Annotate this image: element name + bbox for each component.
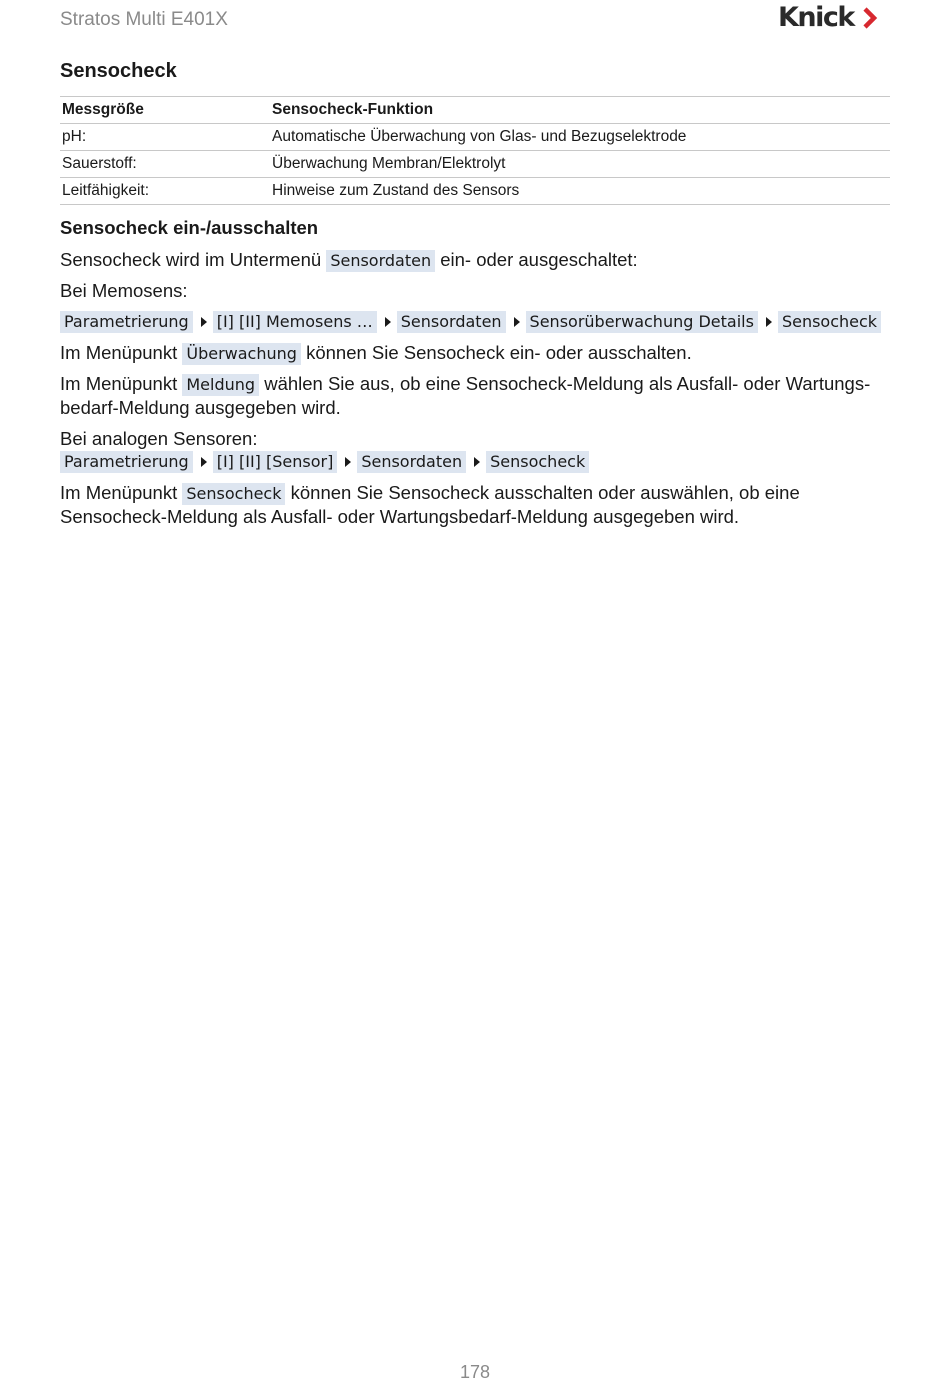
text: ein- oder ausgeschaltet: xyxy=(435,249,638,270)
table-row xyxy=(60,151,890,178)
table-cell: Hinweise zum Zustand des Sensors xyxy=(270,178,890,205)
table-header-row xyxy=(60,97,890,124)
text: Im Menüpunkt xyxy=(60,342,183,363)
text: Im Menüpunkt xyxy=(60,482,183,503)
table-cell: Überwachung Membran/Elektrolyt xyxy=(270,151,890,178)
path-arrow-icon xyxy=(201,457,207,467)
logo-text: Knick xyxy=(778,1,854,33)
menu-path-item: Sensordaten xyxy=(397,311,506,333)
table-cell: Automatische Überwachung von Glas- und Bezugselektrode xyxy=(270,124,890,151)
chevron-right-icon xyxy=(862,7,878,29)
table-cell: Sauerstoff: xyxy=(60,151,270,178)
analog-menu-path xyxy=(60,451,589,473)
document-header-title: Stratos Multi E401X xyxy=(60,9,228,30)
text: können Sie Sensocheck ausschalten oder auswählen, ob eine Sensocheck-Meldung als Ausfall- oder Wartungsbedarf-Meldung ausgegeben wird. xyxy=(60,482,800,527)
text: können Sie Sensocheck ein- oder ausschalten. xyxy=(300,342,692,363)
paragraph-monitoring xyxy=(60,341,895,365)
memosens-label: Bei Memosens: xyxy=(60,280,188,301)
path-arrow-icon xyxy=(385,317,391,327)
section-title: Sensocheck xyxy=(60,60,177,82)
text: Im Menüpunkt xyxy=(60,373,183,394)
analog-label: Bei analogen Sensoren: xyxy=(60,428,258,449)
text: wählen Sie aus, ob eine Sensocheck-Meldung als Ausfall- oder Wartungs-bedarf-Meldung ausgegeben wird. xyxy=(60,373,871,418)
table-cell: pH: xyxy=(60,124,270,151)
menu-path-item: Parametrierung xyxy=(60,311,193,333)
menu-path-item: [I] [II] [Sensor] xyxy=(213,451,338,473)
menu-reference: Sensordaten xyxy=(326,250,435,272)
text: Sensocheck wird im Untermenü xyxy=(60,249,327,270)
column-header: Sensocheck-Funktion xyxy=(270,97,890,124)
column-header: Messgröße xyxy=(60,97,270,124)
paragraph-analog xyxy=(60,481,895,528)
subsection-title: Sensocheck ein-/ausschalten xyxy=(60,217,319,238)
sensocheck-table xyxy=(60,96,890,205)
path-arrow-icon xyxy=(345,457,351,467)
table-row xyxy=(60,124,890,151)
table-row xyxy=(60,178,890,205)
path-arrow-icon xyxy=(201,317,207,327)
menu-reference: Überwachung xyxy=(182,343,301,365)
table-cell: Leitfähigkeit: xyxy=(60,178,270,205)
path-arrow-icon xyxy=(766,317,772,327)
memosens-menu-path xyxy=(60,311,881,333)
menu-path-item: Sensocheck xyxy=(486,451,589,473)
menu-reference: Sensocheck xyxy=(182,483,285,505)
menu-path-item: Sensordaten xyxy=(357,451,466,473)
menu-reference: Meldung xyxy=(182,374,259,396)
menu-path-item: Parametrierung xyxy=(60,451,193,473)
menu-path-item: [I] [II] Memosens … xyxy=(213,311,377,333)
path-arrow-icon xyxy=(514,317,520,327)
path-arrow-icon xyxy=(474,457,480,467)
menu-path-item: Sensorüberwachung Details xyxy=(526,311,758,333)
paragraph-message xyxy=(60,372,895,419)
page-number: 178 xyxy=(459,1362,491,1382)
paragraph-intro xyxy=(60,248,895,272)
menu-path-item: Sensocheck xyxy=(778,311,881,333)
knick-logo xyxy=(778,2,878,32)
